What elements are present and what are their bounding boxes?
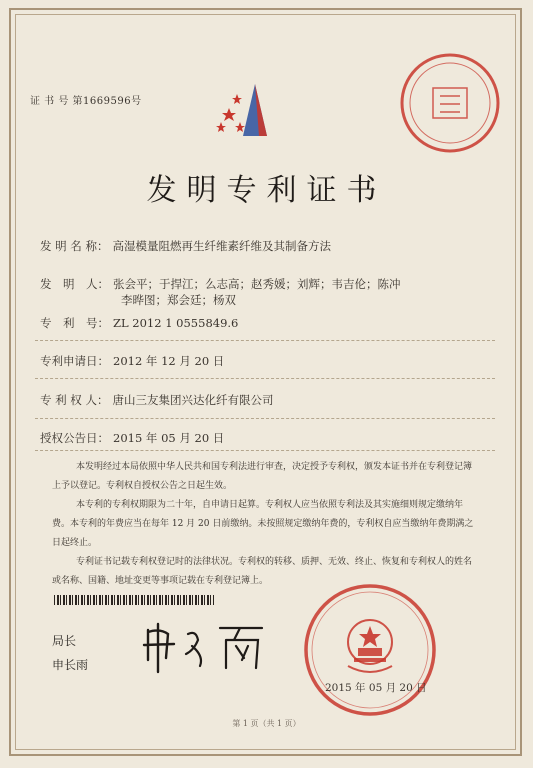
certificate-body [52,458,477,591]
inventors-value-line2: 李晔图；郑会廷；杨双 [121,293,236,307]
barcode [54,595,214,605]
signatory-name: 申长雨 [52,658,89,672]
body-paragraph: 本专利的专利权期限为二十年，自申请日起算。专利权人应当依照专利法及其实施细则规定缴纳年费。本专利的年费应当在每年 12 月 20 日前缴纳。未按照规定缴纳年费的，专利权自应当缴纳年费期满之日起终止。 [52,500,474,548]
official-seal [300,580,440,720]
inventors-value-line1: 张会平；于捍江；么志高；赵秀媛；刘辉；韦吉伦；陈冲 [113,277,401,291]
divider [35,340,495,341]
cnipa-logo-icon [215,80,295,140]
invention-name-value: 高湿模量阻燃再生纤维素纤维及其制备方法 [112,239,331,253]
certificate-number-label: 证 书 号 [30,96,69,107]
signatory-title: 局长 [52,634,77,648]
certificate-number-value: 第1669596号 [72,96,142,107]
patentee-label: 专 利 权 人： [40,393,109,407]
body-paragraph: 专利证书记载专利权登记时的法律状况。专利权的转移、质押、无效、终止、恢复和专利权人的姓名或名称、国籍、地址变更等事项记载在专利登记簿上。 [52,557,473,586]
invention-name-field [40,238,331,254]
invention-name-label: 发 明 名 称： [40,239,109,253]
grant-date-field [40,430,224,446]
patent-number-field [40,315,238,331]
certificate-number [30,92,142,107]
divider [35,450,495,451]
divider [35,378,495,379]
grant-date-label: 授权公告日： [40,431,109,445]
page-footer: 第 1 页（共 1 页） [232,719,301,728]
handwritten-signature [140,620,270,675]
inventors-label: 发 明 人： [40,277,109,291]
seal-date: 2015 年 05 月 20 日 [325,682,427,694]
divider [35,418,495,419]
patent-number-value: ZL 2012 1 0555849.6 [113,316,239,330]
filing-date-field [40,353,224,369]
agency-stamp [395,48,505,158]
patent-number-label: 专 利 号： [40,316,109,330]
body-paragraph: 本发明经过本局依照中华人民共和国专利法进行审查，决定授予专利权，颁发本证书并在专利登记簿上予以登记。专利权自授权公告之日起生效。 [52,462,473,491]
grant-date-value: 2015 年 05 月 20 日 [113,431,225,445]
filing-date-label: 专利申请日： [40,354,109,368]
patentee-field [40,392,273,408]
inventors-field [40,276,401,292]
certificate-title: 发明专利证书 [146,173,387,208]
inventors-field-line2 [121,292,236,308]
patentee-value: 唐山三友集团兴达化纤有限公司 [112,393,274,407]
filing-date-value: 2012 年 12 月 20 日 [113,354,225,368]
